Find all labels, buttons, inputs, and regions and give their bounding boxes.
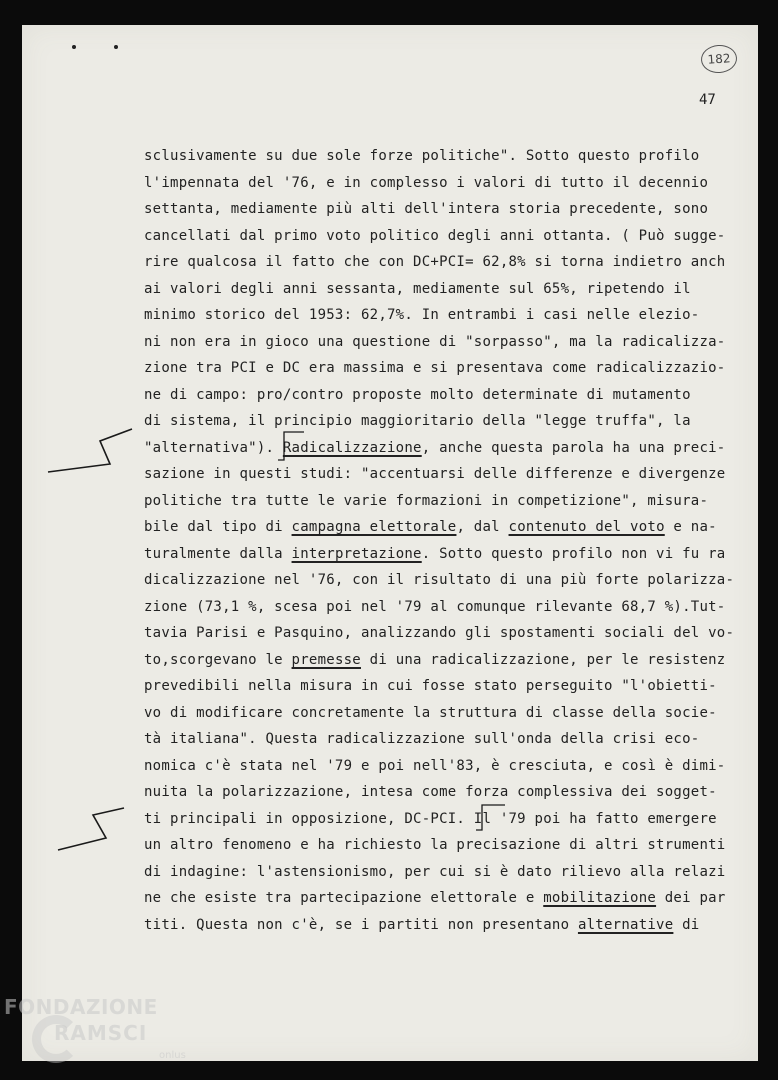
text-segment: titi. Questa non c'è, se i partiti non presentano [144, 916, 578, 933]
text-segment: ni non era in gioco una questione di "sorpasso", ma la radicalizza- [144, 333, 726, 350]
margin-mark-5 [58, 808, 124, 850]
text-segment: di indagine: l'astensionismo, per cui si è dato rilievo alla relazi [144, 863, 726, 880]
underlined-term: mobilitazione [543, 890, 657, 906]
text-segment: . Sotto questo profilo non vi fu ra [421, 545, 726, 562]
watermark-line1: FONDAZIONE [4, 995, 158, 1019]
text-segment: sazione in questi studi: "accentuarsi delle differenze e divergenze [144, 466, 726, 482]
underlined-term: interpretazione [291, 545, 422, 562]
text-segment: to,scorgevano le [144, 651, 292, 668]
text-segment: , dal [456, 519, 509, 535]
underlined-term: campagna elettorale [291, 519, 457, 535]
underlined-term: contenuto del voto [508, 519, 665, 535]
text-segment: nuita la polarizzazione, intesa come forza complessiva dei sogget- [144, 784, 717, 800]
text-segment: un altro fenomeno e ha richiesto la precisazione di altri strumenti [144, 837, 726, 853]
bracket-mark [476, 805, 505, 830]
text-segment: nomica c'è stata nel '79 e poi nell'83, è cresciuta, e così è dimi- [144, 757, 726, 774]
text-segment: ne che esiste tra partecipazione elettorale e [144, 890, 544, 906]
underlined-term: alternative [577, 916, 674, 933]
text-segment: cancellati dal primo voto politico degli anni ottanta. ( Può sugge- [144, 227, 726, 244]
text-segment: dei par [656, 890, 726, 906]
text-segment: minimo storico del 1953: 62,7%. In entrambi i casi nelle elezio- [144, 307, 700, 323]
text-segment: ti principali in opposizione, DC-PCI. Il '79 poi ha fatto emergere [144, 810, 717, 827]
text-segment: sclusivamente su due sole forze politiche". Sotto questo profilo [144, 148, 700, 164]
underlined-term: Radicalizzazione [282, 439, 422, 456]
text-segment: turalmente dalla [144, 545, 292, 562]
text-segment: di [673, 916, 700, 933]
text-segment: "alternativa"). [144, 439, 283, 456]
page-number: 47 [699, 92, 716, 108]
watermark-line2: RAMSCI [54, 1021, 148, 1045]
text-segment: rire qualcosa il fatto che con DC+PCI= 62,8% si torna indietro anch [144, 254, 726, 270]
text-segment: ne di campo: pro/contro proposte molto determinate di mutamento [144, 386, 691, 403]
text-segment: politiche tra tutte le varie formazioni in competizione", misura- [144, 492, 709, 509]
watermark-logo [4, 995, 194, 1075]
bracket-mark [278, 432, 304, 460]
text-segment: , anche questa parola ha una preci- [421, 439, 726, 456]
watermark-line3: onlus [159, 1050, 186, 1061]
text-segment: zione (73,1 %, scesa poi nel '79 al comunque rilevante 68,7 %).Tut- [144, 598, 726, 615]
text-segment: dicalizzazione nel '76, con il risultato di una più forte polarizza- [144, 572, 735, 588]
text-segment: tà italiana". Questa radicalizzazione sull'onda della crisi eco- [144, 731, 700, 747]
text-segment: vo di modificare concretamente la struttura di classe della socie- [144, 704, 717, 721]
text-segment: bile dal tipo di [144, 519, 292, 535]
text-segment: di una radicalizzazione, per le resistenz [360, 651, 726, 668]
text-segment: di sistema, il principio maggioritario della "legge truffa", la [144, 413, 691, 429]
text-segment: tavia Parisi e Pasquino, analizzando gli spostamenti sociali del vo- [144, 625, 735, 641]
text-segment: prevedibili nella misura in cui fosse stato perseguito "l'obietti- [144, 678, 717, 694]
archive-number-stamp: 182 [700, 44, 738, 74]
text-segment: ai valori degli anni sessanta, mediamente sul 65%, ripetendo il [144, 280, 691, 297]
text-segment: settanta, mediamente più alti dell'intera storia precedente, sono [144, 201, 709, 217]
text-segment: zione tra PCI e DC era massima e si presentava come radicalizzazio- [144, 360, 726, 376]
margin-mark-5 [48, 429, 132, 472]
text-segment: l'impennata del '76, e in complesso i valori di tutto il decennio [144, 174, 709, 191]
underlined-term: premesse [291, 651, 361, 668]
text-segment: e na- [664, 519, 717, 535]
